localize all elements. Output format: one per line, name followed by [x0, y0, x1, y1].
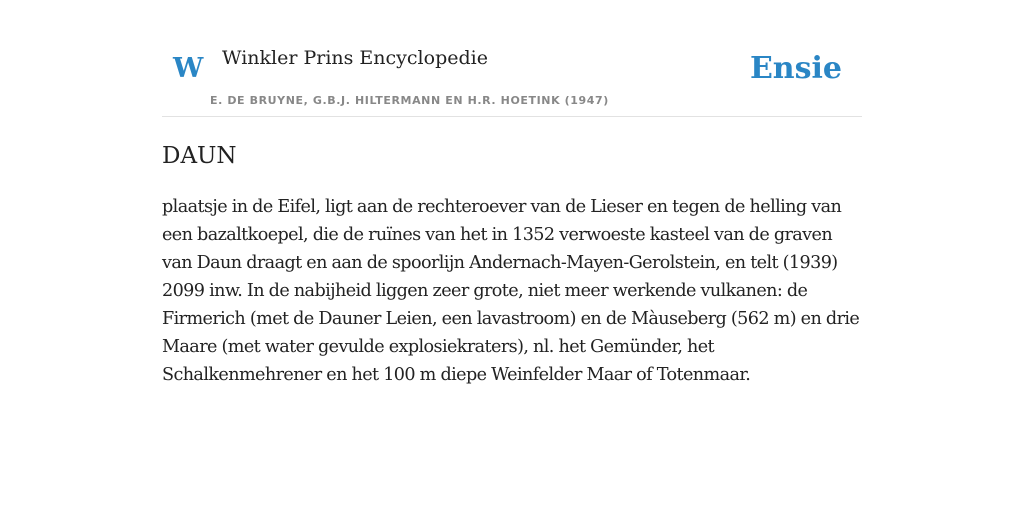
winkler-prins-logo: W [173, 53, 204, 84]
book-authors: E. DE BRUYNE, G.B.J. HILTERMANN EN H.R. HOETINK (1947) [210, 94, 609, 107]
book-title[interactable]: Winkler Prins Encyclopedie [222, 47, 488, 69]
entry-body: plaatsje in de Eifel, ligt aan de rechteroever van de Lieser en tegen de helling van een bazaltkoepel, die de ruïnes van het in 1352 verwoeste kasteel van de graven van Daun draagt en aan de spoorlijn Andernach-Mayen-Gerolstein, en telt (1939) 2099 inw. In de nabijheid liggen zeer grote, niet meer werkende vulkanen: de Firmerich (met de Dauner Leien, een lavastroom) en de Màuseberg (562 m) en drie Maare (met water gevulde explosiekraters), nl. het Gemünder, het Schalkenmehrener en het 100 m diepe Weinfelder Maar of Totenmaar. [162, 197, 860, 385]
entry-title: DAUN [162, 143, 237, 169]
ensie-logo-link[interactable]: Ensie [749, 51, 842, 86]
header [162, 0, 862, 117]
page [162, 0, 862, 389]
